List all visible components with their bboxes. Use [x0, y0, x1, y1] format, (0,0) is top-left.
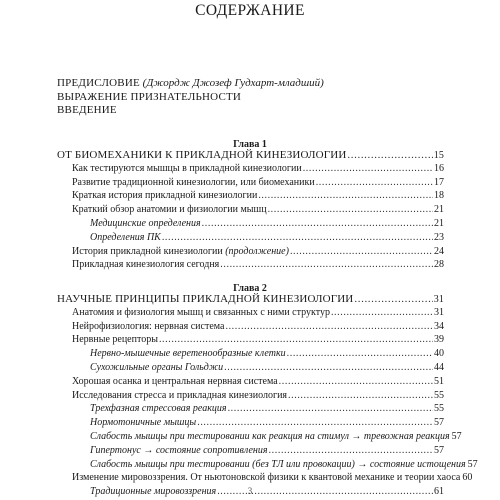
dot-leader [288, 390, 433, 401]
dot-leader [287, 348, 433, 359]
toc-entry-label: Как тестируются мышцы в прикладной кинезиологии [72, 162, 302, 174]
toc-entry-text [90, 218, 201, 229]
dot-leader [269, 445, 433, 456]
dot-leader [331, 307, 433, 318]
toc-entry [57, 390, 444, 404]
toc-entry-text [72, 376, 278, 387]
toc-chapter-2 [57, 293, 478, 500]
dot-leader [303, 163, 433, 174]
toc-entry-label: Сухожильные органы Гольджи [90, 361, 224, 373]
toc-entry-text [72, 334, 158, 345]
toc-entry-label: ОТ БИОМЕХАНИКИ К ПРИКЛАДНОЙ КИНЕЗИОЛОГИИ [57, 149, 347, 161]
toc-entry [57, 321, 444, 335]
toc-entry-label: Прикладная кинезиология сегодня [72, 259, 220, 271]
page-title: СОДЕРЖАНИЕ [195, 2, 305, 19]
toc-entry [57, 334, 444, 348]
toc-entry [57, 376, 444, 390]
toc-page-number: 57 [451, 430, 462, 442]
toc-subentry [57, 417, 444, 431]
dot-leader [268, 204, 433, 215]
toc-entry-label: Трехфазная стрессовая реакция [90, 403, 227, 415]
toc-entry-text [72, 246, 289, 257]
toc-entry-label: Анатомия и физиология мышц и связанных с ними структур [72, 306, 330, 318]
toc-page-number: 61 [434, 486, 444, 498]
toc-subentry [57, 403, 444, 417]
toc-entry-text [90, 431, 450, 442]
toc-page-number: 28 [434, 259, 444, 271]
toc-entry-text [72, 390, 287, 401]
toc-entry [57, 190, 444, 204]
toc-entry-text [90, 232, 161, 243]
toc-entry-label: НАУЧНЫЕ ПРИНЦИПЫ ПРИКЛАДНОЙ КИНЕЗИОЛОГИИ [57, 293, 354, 305]
toc-entry-text [72, 321, 224, 332]
toc-entry-label: Медицинские определения [90, 217, 201, 229]
toc-page-number: 15 [433, 150, 444, 161]
toc-subentry [57, 362, 444, 376]
dot-leader [290, 246, 433, 257]
toc-page-number: 16 [434, 162, 444, 174]
toc-page-number: 60 [462, 472, 473, 484]
toc-entry-label: Слабость мышцы при тестировании как реакция на стимул → тревожная реакция [90, 430, 450, 442]
toc-entry-text [72, 259, 219, 270]
toc-entry-text [72, 204, 267, 215]
preface-author: (Джордж Джозеф Гудхарт-младший) [142, 77, 324, 89]
toc-entry [57, 259, 444, 273]
toc-chapter-title [57, 293, 444, 307]
toc-entry-label: Изменение мировоззрения. От ньютоновской физики к квантовой механике и теории хаоса [72, 472, 461, 484]
toc-entry-label: Исследования стресса и прикладная кинезиология [72, 389, 288, 401]
toc-entry-text [90, 445, 268, 456]
chapter-heading: Глава 2 [233, 283, 267, 294]
toc-subentry [57, 445, 444, 459]
toc-entry [57, 163, 444, 177]
dot-leader [162, 232, 433, 243]
toc-entry-text [90, 348, 286, 359]
toc-chapter-title [57, 149, 444, 163]
toc-page-number: 21 [434, 204, 444, 216]
dot-leader [279, 376, 433, 387]
dot-leader [258, 190, 433, 201]
chapter-heading: Глава 1 [233, 139, 267, 150]
dot-leader [347, 149, 432, 161]
toc-entry-label: Хорошая осанка и центральная нервная система [72, 375, 278, 387]
toc-entry-label: Краткий обзор анатомии и физиологии мышц [72, 204, 267, 216]
dot-leader [220, 259, 433, 270]
toc-page-number: 40 [434, 348, 444, 360]
toc-page-number: 31 [433, 294, 444, 305]
toc-subentry [57, 430, 462, 445]
toc-entry-text [57, 293, 353, 305]
toc-entry-label: Краткая история прикладной кинезиологии [72, 190, 258, 202]
toc-entry [57, 177, 444, 191]
dot-leader [197, 417, 433, 428]
toc-page-number: 57 [434, 444, 444, 456]
toc-entry [57, 307, 444, 321]
toc-page-number: 17 [434, 176, 444, 188]
toc-page-number: 23 [434, 231, 444, 243]
toc-entry-label: Нервные рецепторы [72, 334, 158, 346]
introduction-entry: ВВЕДЕНИЕ [57, 104, 117, 116]
toc-entry-label: Гипертонус → состояние сопротивления [90, 444, 268, 456]
toc-entry-text [57, 149, 346, 161]
dot-leader [228, 403, 433, 414]
toc-entry [57, 204, 444, 218]
preface-entry [57, 77, 324, 91]
toc-entry-text [72, 307, 330, 318]
toc-entry [57, 472, 473, 486]
toc-entry-label: Слабость мышцы при тестировании (без ТЛ или провокации) → состояние истощения [90, 458, 466, 470]
toc-page-number: 21 [434, 217, 444, 229]
toc-page-number: 44 [434, 361, 444, 373]
toc-entry [57, 246, 444, 260]
toc-entry-text [72, 190, 257, 201]
toc-page-number: 24 [434, 245, 444, 257]
toc-entry-label: Нормотоничные мышцы [90, 417, 197, 429]
page-number: 3 [247, 486, 253, 496]
toc-entry-text [72, 177, 315, 188]
toc-entry-label: Определения ПК [90, 231, 161, 243]
toc-page-number: 34 [434, 320, 444, 332]
toc-page-number: 31 [434, 306, 444, 318]
toc-entry-label: История прикладной кинезиологии [72, 245, 223, 257]
dot-leader [224, 362, 433, 373]
toc-subentry [57, 232, 444, 246]
toc-page-number: 55 [434, 389, 444, 401]
dot-leader [159, 334, 433, 345]
dot-leader [202, 218, 433, 229]
toc-entry-text [90, 403, 227, 414]
toc-subentry [57, 458, 478, 473]
front-matter [57, 77, 324, 118]
toc-page-number: 57 [434, 417, 444, 429]
acknowledgements-entry: ВЫРАЖЕНИЕ ПРИЗНАТЕЛЬНОСТИ [57, 90, 242, 103]
toc-subentry [57, 218, 444, 232]
toc-entry-text [72, 163, 302, 174]
toc-entry-suffix: (продолжение) [225, 245, 289, 257]
toc-entry-text [90, 417, 196, 428]
dot-leader [316, 177, 433, 188]
toc-page-number: 57 [467, 458, 478, 470]
toc-page-number: 18 [434, 190, 444, 202]
toc-entry-label: Нервно-мышечные веретенообразные клетки [90, 348, 286, 360]
toc-page-number: 51 [434, 375, 444, 387]
toc-page-number: 55 [434, 403, 444, 415]
toc-chapter-1 [57, 149, 444, 273]
toc-entry-text [72, 472, 460, 483]
toc-entry-text [90, 362, 223, 373]
toc-entry-label: Нейрофизиология: нервная система [72, 320, 225, 332]
toc-subentry [57, 348, 444, 362]
toc-entry-text [90, 459, 466, 470]
toc-entry-label: Традиционные мировоззрения [90, 486, 217, 498]
toc-entry-label: Развитие традиционной кинезиологии, или биомеханики [72, 176, 315, 188]
toc-page-number: 39 [434, 334, 444, 346]
dot-leader [354, 293, 432, 305]
dot-leader [225, 321, 433, 332]
preface-label: ПРЕДИСЛОВИЕ [57, 77, 140, 89]
